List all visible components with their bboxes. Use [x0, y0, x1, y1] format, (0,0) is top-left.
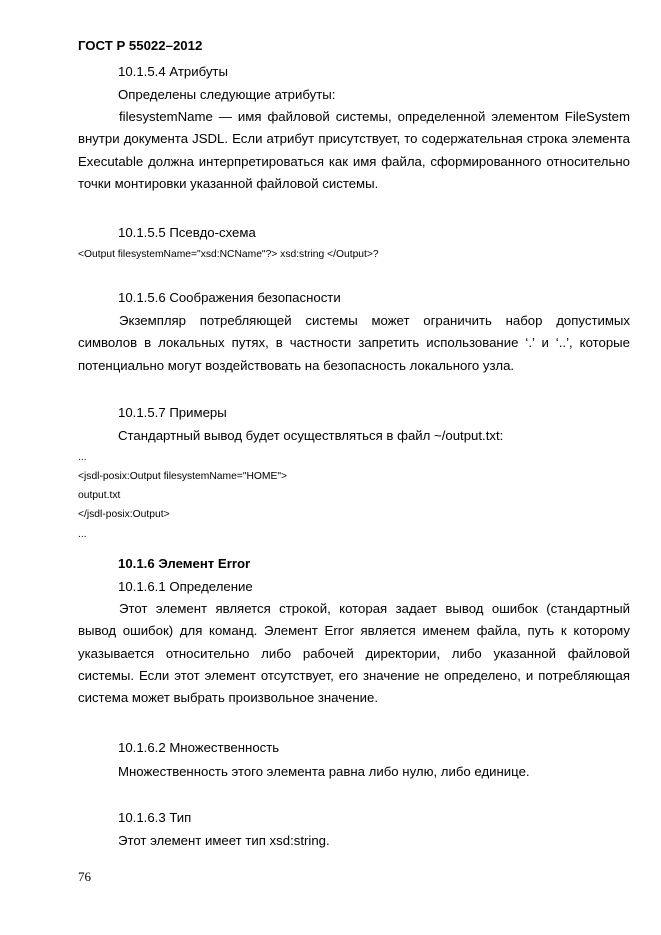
section-heading: 10.1.6.2 Множественность	[118, 740, 280, 755]
code-line: </jsdl-posix:Output>	[78, 509, 170, 520]
code-line: output.txt	[78, 490, 121, 501]
section-heading: 10.1.6.3 Тип	[118, 810, 192, 825]
paragraph: Этот элемент является строкой, которая задает вывод ошибок (стандартный вывод ошибок) для команд. Элемент Error является именем файла, путь к которому указывается относительно либо рабочей директории, либо указанной файловой системы. Если этот элемент отсутствует, его значение не определено, и потребляющая система может выбрать произвольное значение.	[78, 601, 630, 706]
section-heading: 10.1.5.4 Атрибуты	[118, 64, 228, 79]
paragraph: Этот элемент имеет тип xsd:string.	[118, 833, 330, 848]
section-heading: 10.1.6 Элемент Error	[118, 556, 251, 571]
code-line: ...	[78, 452, 87, 463]
section-heading: 10.1.5.5 Псевдо-схема	[118, 225, 256, 240]
paragraph: filesystemName — имя файловой системы, определенной элементом FileSystem внутри документа JSDL. Если атрибут присутствует, то содержательная строка элемента Executable должна интерпретироваться как имя файла, сформированного относительно точки монтировки указанной файловой системы.	[78, 109, 630, 191]
section-heading: 10.1.5.7 Примеры	[118, 405, 227, 420]
page-number: 76	[78, 869, 91, 884]
section-heading: 10.1.6.1 Определение	[118, 579, 253, 594]
paragraph: Стандартный вывод будет осуществляться в файл ~/output.txt:	[118, 428, 504, 443]
code-line: ...	[78, 529, 87, 540]
document-code: ГОСТ Р 55022–2012	[78, 38, 203, 53]
code-line: <Output filesystemName="xsd:NCName"?> xsd:string </Output>?	[78, 249, 379, 260]
paragraph: Экземпляр потребляющей системы может ограничить набор допустимых символов в локальных путях, в частности запретить использование ‘.’ и ‘..’, которые потенциально могут воздействовать на безопасность локального узла.	[78, 313, 630, 373]
paragraph: Множественность этого элемента равна либо нулю, либо единице.	[118, 764, 530, 779]
section-heading: 10.1.5.6 Соображения безопасности	[118, 290, 341, 305]
paragraph: Определены следующие атрибуты:	[118, 87, 336, 102]
code-line: <jsdl-posix:Output filesystemName="HOME">	[78, 471, 288, 482]
